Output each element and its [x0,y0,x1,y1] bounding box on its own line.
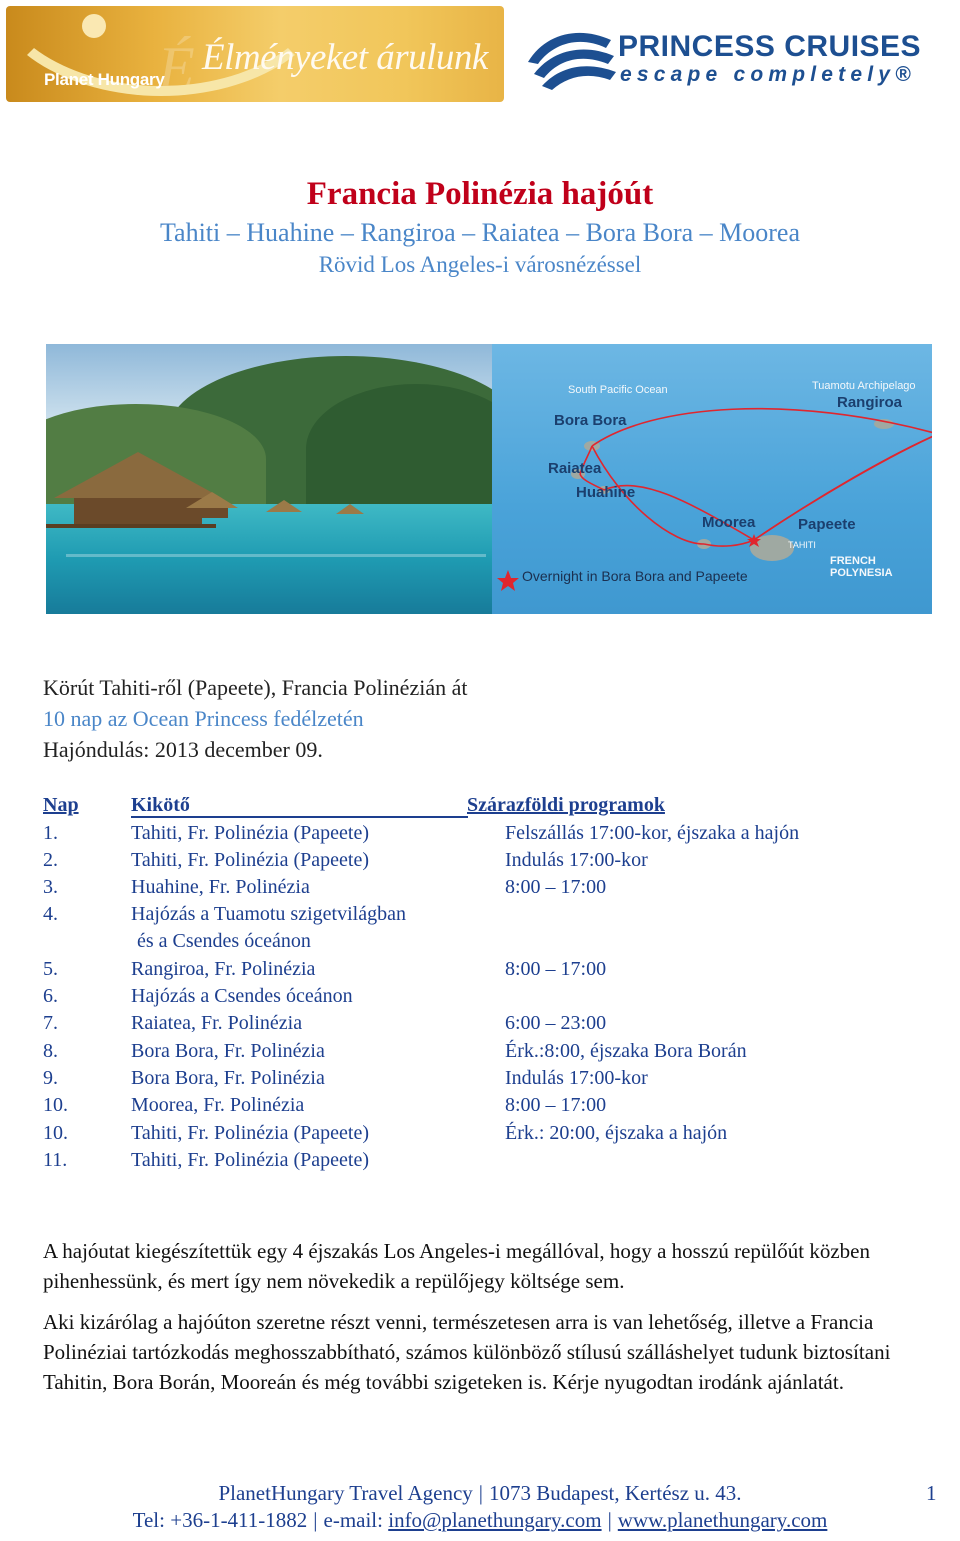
row-port: Tahiti, Fr. Polinézia (Papeete) [131,1149,369,1171]
row-program: 8:00 – 17:00 [505,1094,607,1116]
route-map [492,344,932,614]
row-day: 6. [43,985,58,1007]
paragraph-los-angeles: A hajóutat kiegészítettük egy 4 éjszakás Los Angeles-i megállóval, hogy a hosszú repülőút közben pihenhessünk, és mert így nem növekedik a repülőjegy költsége sem. [43,1239,870,1293]
intro-duration: 10 nap az Ocean Princess fedélzetén [43,706,364,731]
row-day: 3. [43,876,58,898]
row-day: 10. [43,1122,68,1144]
footer-address: 1073 Budapest, Kertész u. 43. [488,1481,742,1505]
sun-icon [82,14,106,38]
row-port: Hajózás a Csendes óceánon [131,985,353,1007]
lagoon-photo [46,344,492,614]
intro-departure: Hajóndulás: 2013 december 09. [43,737,323,762]
map-french-polynesia: FRENCH POLYNESIA [830,555,893,579]
map-archipelago-label: Tuamotu Archipelago [812,380,916,392]
footer-tel: Tel: +36-1-411-1882 [132,1508,308,1532]
row-program: Érk.: 20:00, éjszaka a hajón [505,1122,728,1144]
planet-hungary-logo: Planet Hungary [44,70,165,89]
website-link[interactable]: www.planethungary.com [617,1508,828,1532]
secondary-subtitle: Rövid Los Angeles-i városnézéssel [318,252,642,277]
slogan: Élményeket árulunk [202,37,488,78]
row-program: Indulás 17:00-kor [505,1067,648,1089]
row-port: Tahiti, Fr. Polinézia (Papeete) [131,849,369,871]
row-port: Moorea, Fr. Polinézia [131,1094,305,1116]
map-bora-bora: Bora Bora [554,412,627,429]
row-program: Felszállás 17:00-kor, éjszaka a hajón [505,822,800,844]
row-program: 6:00 – 23:00 [505,1012,607,1034]
row-port: és a Csendes óceánon [137,930,311,952]
row-day: 5. [43,958,58,980]
row-day: 4. [43,903,58,925]
paragraph-extension: Aki kizárólag a hajóúton szeretne részt venni, természetesen arra is van lehetőség, illetve a Francia Polinéziai tartózkodás meghosszabbítható, számos különböző stílusú szálláshelyet tudunk biztosítani Tahitin, Bora Borán, Mooreán és még további szigeteken is. Kérje nyugodtan irodánk ajánlatát. [43,1310,891,1394]
row-port: Rangiroa, Fr. Polinézia [131,958,316,980]
row-program: 8:00 – 17:00 [505,958,607,980]
overnight-star-icon [497,570,519,591]
row-port: Tahiti, Fr. Polinézia (Papeete) [131,822,369,844]
row-day: 1. [43,822,58,844]
row-port: Bora Bora, Fr. Polinézia [131,1067,325,1089]
map-huahine: Huahine [576,484,636,501]
row-day: 9. [43,1067,58,1089]
footer-email-label: e-mail: [323,1508,383,1532]
column-header-day: Nap [43,794,79,816]
row-day: 11. [43,1149,68,1171]
page-number: 1 [926,1481,937,1505]
map-tahiti: TAHITI [788,540,816,550]
page-title: Francia Polinézia hajóút [306,176,654,212]
map-rangiroa: Rangiroa [837,394,903,411]
row-port: Bora Bora, Fr. Polinézia [131,1040,325,1062]
column-header-port: Kikötő [131,794,468,818]
email-link[interactable]: info@planethungary.com [388,1508,602,1532]
footer-address-line: PlanetHungary Travel Agency | 1073 Budapest, Kertész u. 43. [218,1481,742,1505]
hero-image [46,344,932,614]
princess-cruises-tagline: escape completely® [620,63,916,86]
princess-cruises-name: PRINCESS CRUISES [618,30,922,63]
map-moorea: Moorea [702,514,756,531]
footer-agency: PlanetHungary Travel Agency [218,1481,473,1505]
map-ocean-label: South Pacific Ocean [568,384,668,396]
row-port: Huahine, Fr. Polinézia [131,876,310,898]
map-raiatea: Raiatea [548,460,602,477]
footer-contact-line: Tel: +36-1-411-1882 | e-mail: info@planethungary.com | www.planethungary.com [132,1508,828,1532]
row-program: Érk.:8:00, éjszaka Bora Borán [505,1040,747,1062]
row-day: 10. [43,1094,68,1116]
route-subtitle: Tahiti – Huahine – Rangiroa – Raiatea – Bora Bora – Moorea [159,218,801,247]
row-day: 2. [43,849,58,871]
map-legend: Overnight in Bora Bora and Papeete [522,568,748,584]
row-port: Hajózás a Tuamotu szigetvilágban [131,903,406,925]
map-papeete: Papeete [798,516,856,533]
row-day: 7. [43,1012,58,1034]
column-header-program: Szárazföldi programok [467,794,665,816]
intro-route: Körút Tahiti-ről (Papeete), Francia Polinézián át [43,675,468,700]
planet-hungary-banner [6,6,504,102]
row-day: 8. [43,1040,58,1062]
row-port: Raiatea, Fr. Polinézia [131,1012,303,1034]
row-port: Tahiti, Fr. Polinézia (Papeete) [131,1122,369,1144]
row-program: Indulás 17:00-kor [505,849,648,871]
slogan-watermark: É [158,35,195,101]
row-program: 8:00 – 17:00 [505,876,607,898]
